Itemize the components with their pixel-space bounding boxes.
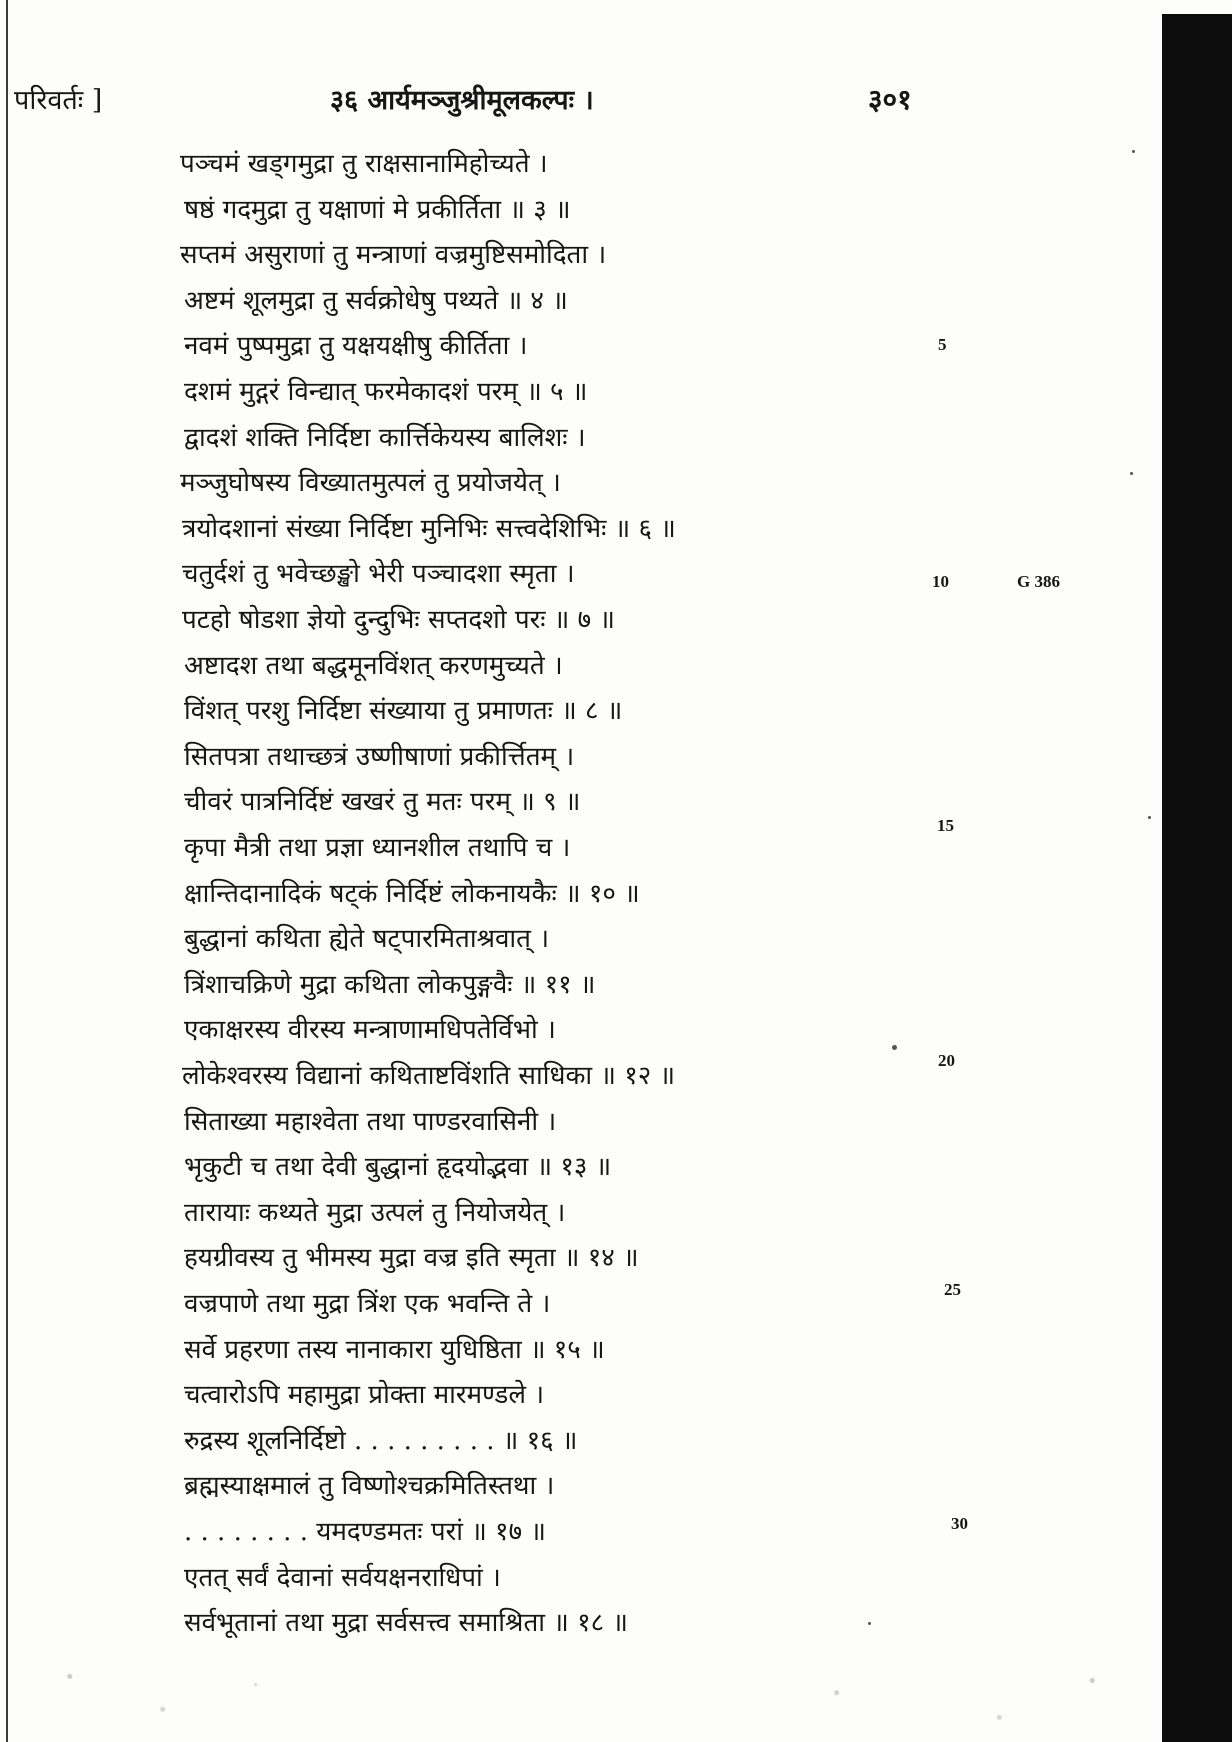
- verse-line: सितपत्रा तथाच्छत्रं उष्णीषाणां प्रकीर्त्तितम् ।: [184, 741, 575, 772]
- verse-line: लोकेश्वरस्य विद्यानां कथिताष्टविंशति साधिका ॥ १२ ॥: [182, 1061, 676, 1091]
- ink-speck: [1132, 150, 1135, 153]
- verse-line: सर्वे प्रहरणा तस्य नानाकारा युधिष्ठिता ॥ १५ ॥: [184, 1334, 605, 1365]
- verse-line: दशमं मुद्गरं विन्द्यात् फरमेकादशं परम् ॥ ५ ॥: [184, 377, 588, 407]
- verse-line: द्वादशं शक्ति निर्दिष्टा कार्त्तिकेयस्य बालिशः ।: [184, 422, 586, 453]
- ink-speck: [892, 1045, 897, 1050]
- verse-line: रुद्रस्य शूलनिर्दिष्टो . . . . . . . . . ॥ १६ ॥: [184, 1425, 578, 1456]
- verse-line: त्रयोदशानां संख्या निर्दिष्टा मुनिभिः सत्त्वदेशिभिः ॥ ६ ॥: [182, 513, 676, 544]
- verse-line: बुद्धानां कथिता ह्येते षट्पारमिताश्रवात् ।: [184, 924, 550, 955]
- verse-line: पटहो षोडशा ज्ञेयो दुन्दुभिः सप्तदशो परः ॥ ७ ॥: [182, 605, 615, 635]
- verse-line: मञ्जुघोषस्य विख्यातमुत्पलं तु प्रयोजयेत् ।: [180, 468, 561, 499]
- verse-line: सप्तमं असुराणां तु मन्त्राणां वज्रमुष्टिसमोदिता ।: [180, 240, 607, 271]
- verse-line: हयग्रीवस्य तु भीमस्य मुद्रा वज्र इति स्मृता ॥ १४ ॥: [184, 1243, 639, 1274]
- margin-line-number: 15: [937, 816, 954, 835]
- ink-speck: [868, 1622, 871, 1625]
- header-title: ३६ आर्यमञ्जुश्रीमूलकल्पः ।: [330, 85, 594, 116]
- scan-noise-bottom: [0, 1660, 1162, 1742]
- verse-line: षष्ठं गदमुद्रा तु यक्षाणां मे प्रकीर्तिता ॥ ३ ॥: [184, 194, 571, 225]
- ink-speck: [1148, 816, 1151, 819]
- verse-line: सर्वभूतानां तथा मुद्रा सर्वसत्त्व समाश्रिता ॥ १८ ॥: [184, 1608, 628, 1639]
- verse-line: सिताख्या महाश्वेता तथा पाण्डरवासिनी ।: [184, 1106, 557, 1137]
- verse-line: . . . . . . . . यमदण्डमतः परां ॥ १७ ॥: [184, 1517, 546, 1547]
- verse-line: अष्टादश तथा बद्धमूनविंशत् करणमुच्यते ।: [184, 650, 563, 681]
- verse-line: भृकुटी च तथा देवी बुद्धानां हृदयोद्भवा ॥ १३ ॥: [184, 1152, 612, 1183]
- running-header: [0, 80, 1160, 124]
- verse-line: ब्रह्मस्याक्षमालं तु विष्णोश्चक्रमितिस्तथा ।: [184, 1471, 555, 1502]
- margin-line-number: 10: [932, 572, 949, 591]
- verse-line: चतुर्दशं तु भवेच्छङ्खो भेरी पञ्चादशा स्मृता ।: [182, 559, 575, 590]
- page-number: ३०१: [868, 83, 912, 116]
- verse-line: कृपा मैत्री तथा प्रज्ञा ध्यानशील तथापि च ।: [184, 833, 571, 863]
- ink-speck: [1130, 472, 1133, 475]
- page-left-edge-rule: [6, 0, 8, 1742]
- verse-line: चीवरं पात्रनिर्दिष्टं खखरं तु मतः परम् ॥ ९ ॥: [184, 787, 581, 818]
- margin-line-number: 20: [938, 1051, 955, 1070]
- verse-line: क्षान्तिदानादिकं षट्कं निर्दिष्टं लोकनायकैः ॥ १० ॥: [184, 878, 640, 909]
- header-chapter-label: परिवर्तः ]: [14, 85, 103, 116]
- verse-line: तारायाः कथ्यते मुद्रा उत्पलं तु नियोजयेत् ।: [184, 1197, 566, 1228]
- margin-line-number: 25: [944, 1280, 961, 1299]
- verse-line: नवमं पुष्पमुद्रा तु यक्षयक्षीषु कीर्तिता ।: [184, 331, 528, 362]
- verse-line: एतत् सर्वं देवानां सर्वयक्षनराधिपां ।: [184, 1562, 501, 1593]
- verse-line: पञ्चमं खड्गमुद्रा तु राक्षसानामिहोच्यते ।: [180, 149, 548, 179]
- verse-line: विंशत् परशु निर्दिष्टा संख्याया तु प्रमाणतः ॥ ८ ॥: [184, 696, 623, 727]
- verse-line: एकाक्षरस्य वीरस्य मन्त्राणामधिपतेर्विभो ।: [184, 1015, 556, 1046]
- margin-line-number: 5: [938, 335, 947, 354]
- margin-side-reference: G 386: [1017, 572, 1060, 591]
- verse-line: वज्रपाणे तथा मुद्रा त्रिंश एक भवन्ति ते ।: [184, 1289, 551, 1319]
- scan-dark-spine-bar: [1162, 14, 1232, 1742]
- verse-line: चत्वारोऽपि महामुद्रा प्रोक्ता मारमण्डले ।: [184, 1380, 545, 1411]
- verse-line: अष्टमं शूलमुद्रा तु सर्वक्रोधेषु पथ्यते ॥ ४ ॥: [184, 285, 568, 316]
- margin-line-number: 30: [951, 1514, 968, 1533]
- verse-line: त्रिंशाचक्रिणे मुद्रा कथिता लोकपुङ्गवैः ॥ ११ ॥: [184, 969, 596, 1000]
